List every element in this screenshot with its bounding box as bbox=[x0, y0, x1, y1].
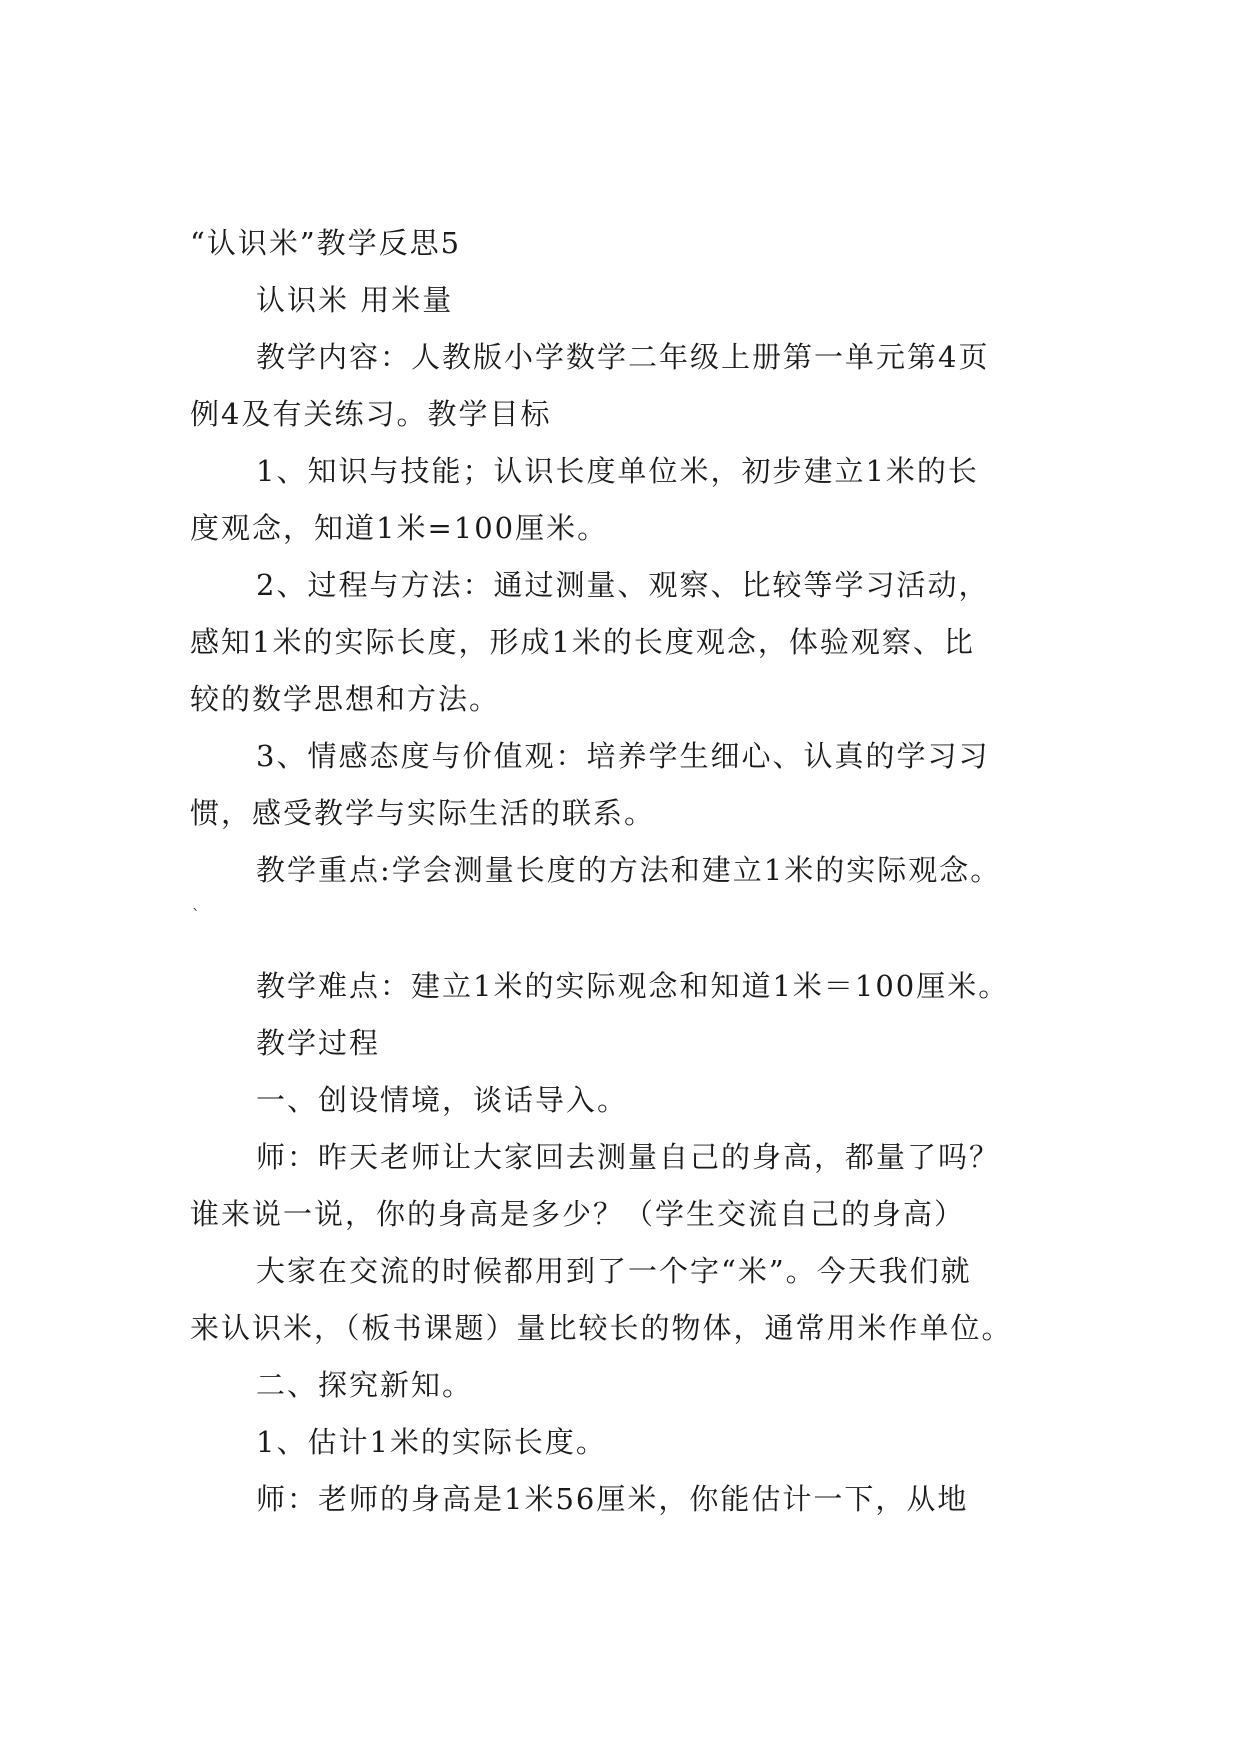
section-heading: 一、创设情境，谈话导入。 bbox=[256, 1083, 629, 1117]
paragraph-line: 教学内容：人教版小学数学二年级上册第一单元第4页 bbox=[256, 340, 990, 374]
section-heading: 教学过程 bbox=[256, 1026, 381, 1060]
paragraph-line: 教学重点:学会测量长度的方法和建立1米的实际观念。 bbox=[256, 853, 1002, 887]
paragraph-line: 师：老师的身高是1米56厘米，你能估计一下，从地 bbox=[256, 1482, 969, 1516]
section-heading: 二、探究新知。 bbox=[256, 1368, 474, 1402]
section-heading: 认识米 用米量 bbox=[256, 283, 454, 317]
paragraph-line: 例4及有关练习。教学目标 bbox=[190, 397, 552, 431]
paragraph-line: 来认识米，（板书课题）量比较长的物体，通常用米作单位。 bbox=[190, 1311, 1013, 1345]
paragraph-line: 度观念，知道1米=100厘米。 bbox=[190, 511, 609, 545]
stray-mark: ` bbox=[192, 906, 200, 925]
paragraph-line: 3、情感态度与价值观：培养学生细心、认真的学习习 bbox=[256, 739, 990, 773]
paragraph-line: 大家在交流的时候都用到了一个字“米”。今天我们就 bbox=[256, 1254, 972, 1288]
paragraph-line: 谁来说一说，你的身高是多少？（学生交流自己的身高） bbox=[190, 1197, 966, 1231]
paragraph-line: 1、知识与技能；认识长度单位米，初步建立1米的长 bbox=[256, 454, 979, 488]
paragraph-line: 较的数学思想和方法。 bbox=[190, 682, 501, 716]
document-title: “认识米”教学反思5 bbox=[190, 226, 462, 260]
paragraph-line: 惯，感受教学与实际生活的联系。 bbox=[190, 796, 656, 830]
paragraph-line: 2、过程与方法：通过测量、观察、比较等学习活动， bbox=[256, 568, 990, 602]
paragraph-line: 师：昨天老师让大家回去测量自己的身高，都量了吗？ bbox=[256, 1140, 1001, 1174]
paragraph-line: 1、估计1米的实际长度。 bbox=[256, 1425, 607, 1459]
paragraph-line: 感知1米的实际长度，形成1米的长度观念，体验观察、比 bbox=[190, 625, 975, 659]
paragraph-line: 教学难点：建立1米的实际观念和知道1米＝100厘米。 bbox=[256, 969, 1010, 1003]
